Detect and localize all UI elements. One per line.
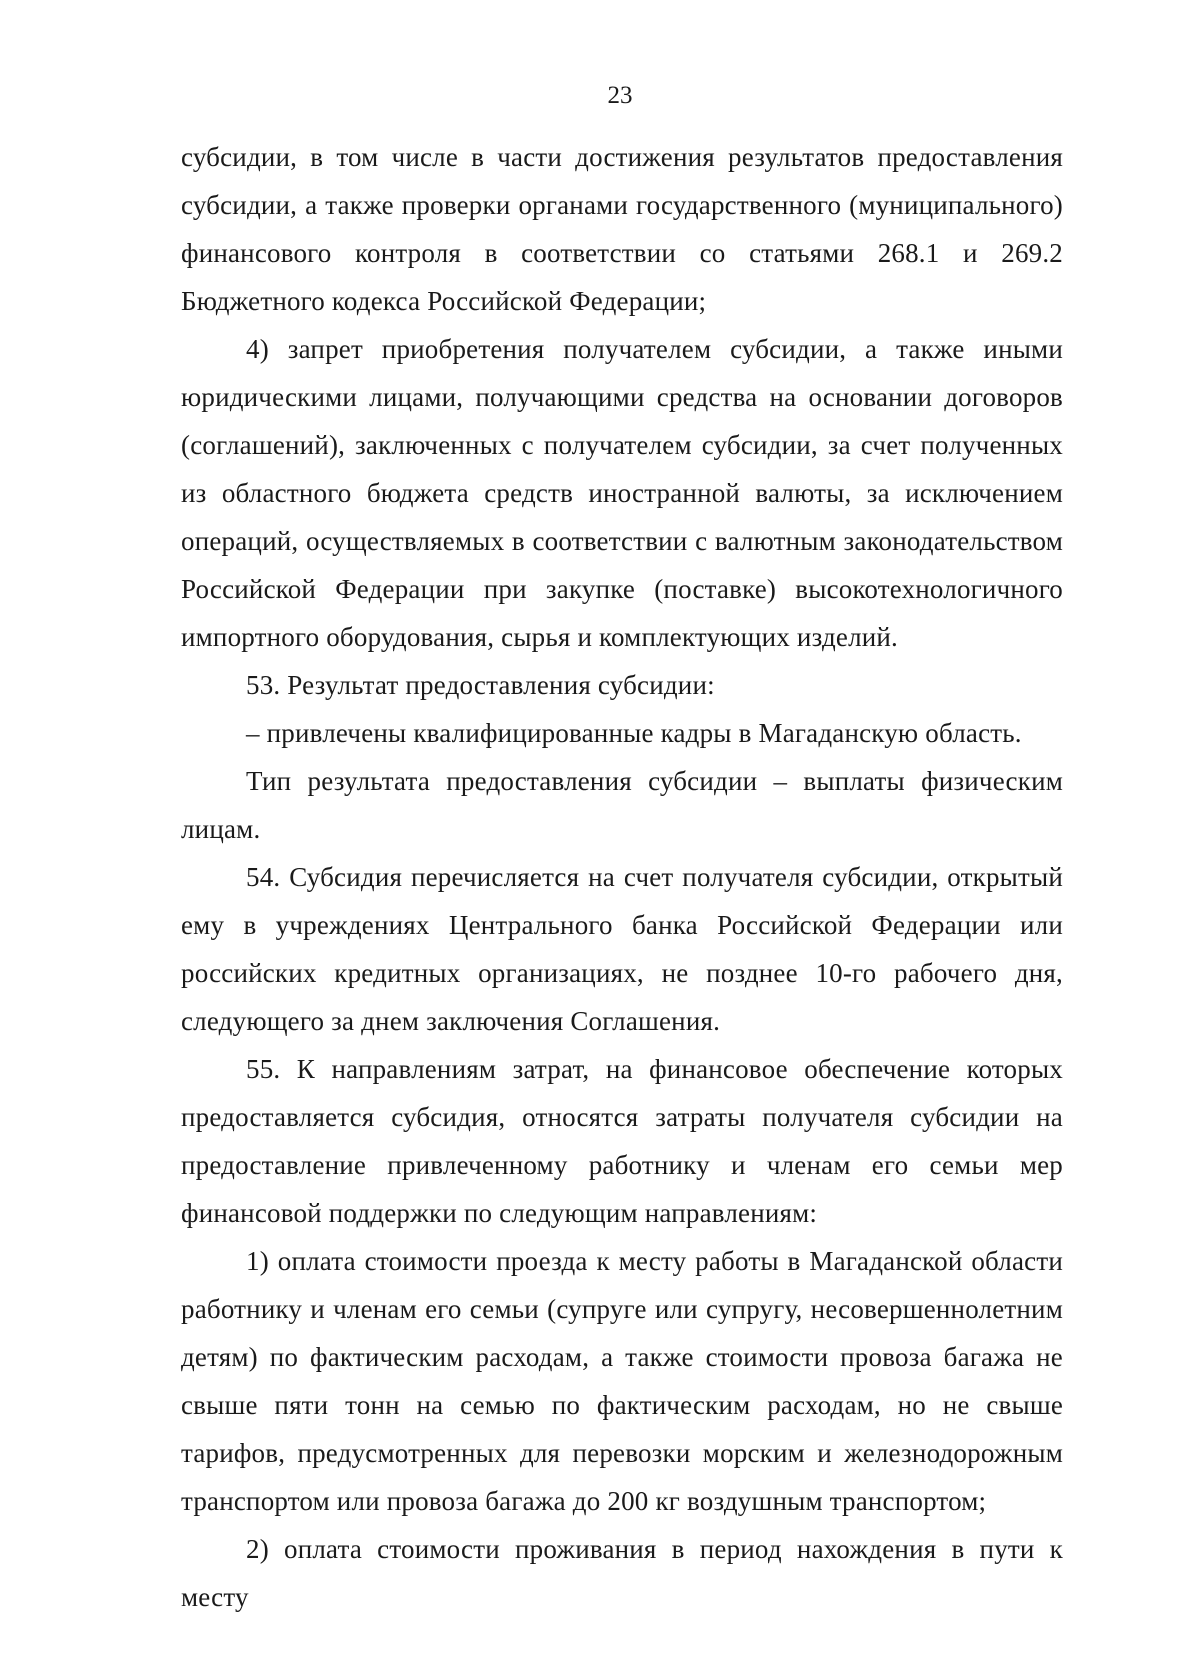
paragraph-53-result-item: – привлечены квалифицированные кадры в Магаданскую область.	[246, 718, 1022, 748]
paragraph-item-4-currency-ban: 4) запрет приобретения получателем субсидии, а также иными юридическими лицами, получающими средства на основании договоров (соглашений), заключенных с получателем субсидии, за счет полученных из областного бюджета средств иностранной валюты, за исключением операций, осуществляемых в соответствии с валютным законодательством Российской Федерации при закупке (поставке) высокотехнологичного импортного оборудования, сырья и комплектующих изделий.	[181, 334, 1063, 652]
paragraph-55-cost-directions: 55. К направлениям затрат, на финансовое обеспечение которых предоставляется субсидия, относятся затраты получателя субсидии на предоставление привлеченному работнику и членам его семьи мер финансовой поддержки по следующим направлениям:	[181, 1054, 1063, 1228]
document-body	[181, 133, 1063, 1621]
paragraph-subsidy-control: субсидии, в том числе в части достижения результатов предоставления субсидии, а также проверки органами государственного (муниципального) финансового контроля в соответствии со статьями 268.1 и 269.2 Бюджетного кодекса Российской Федерации;	[181, 142, 1063, 316]
page-number: 23	[607, 82, 633, 109]
paragraph-53-result-heading: 53. Результат предоставления субсидии:	[246, 670, 715, 700]
paragraph-result-type: Тип результата предоставления субсидии – выплаты физическим лицам.	[181, 766, 1063, 844]
paragraph-54-transfer: 54. Субсидия перечисляется на счет получателя субсидии, открытый ему в учреждениях Центрального банка Российской Федерации или российских кредитных организациях, не позднее 10-го рабочего дня, следующего за днем заключения Соглашения.	[181, 862, 1063, 1036]
paragraph-item-1-travel-costs: 1) оплата стоимости проезда к месту работы в Магаданской области работнику и членам его семьи (супруге или супругу, несовершеннолетним детям) по фактическим расходам, а также стоимости провоза багажа не свыше пяти тонн на семью по фактическим расходам, но не свыше тарифов, предусмотренных для перевозки морским и железнодорожным транспортом или провоза багажа до 200 кг воздушным транспортом;	[181, 1246, 1063, 1516]
paragraph-item-2-accommodation: 2) оплата стоимости проживания в период нахождения в пути к месту	[181, 1534, 1063, 1612]
